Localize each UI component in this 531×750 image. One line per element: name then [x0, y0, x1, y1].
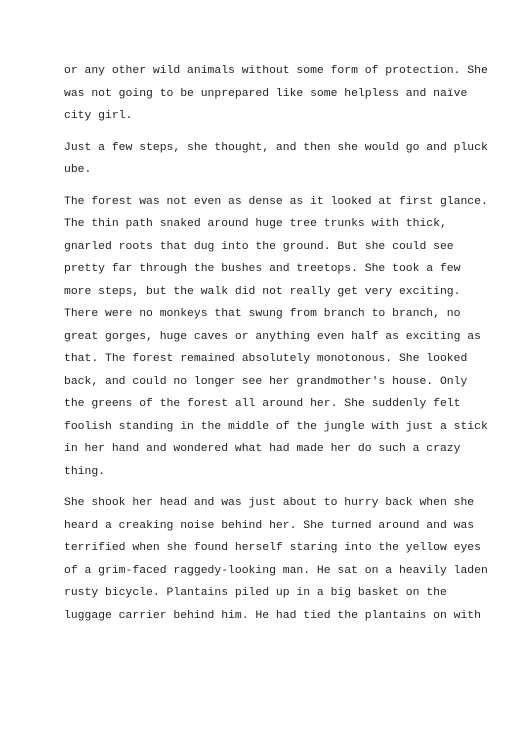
text-line: Just a few steps, she thought, and then she would go and pluck: [64, 141, 488, 154]
text-line: thing.: [64, 465, 106, 478]
document-body: [64, 60, 488, 636]
text-line: the greens of the forest all around her. She suddenly felt: [64, 398, 461, 410]
text-line: terrified when she found herself staring into the yellow eyes: [64, 542, 481, 554]
text-line: rusty bicycle. Plantains piled up in a big basket on the: [64, 587, 447, 599]
text-line: great gorges, huge caves or anything even half as exciting as: [64, 330, 481, 343]
text-line: more steps, but the walk did not really get very exciting.: [64, 285, 461, 298]
text-line: or any other wild animals without some form of protection. She: [64, 65, 488, 77]
text-line: ube.: [64, 164, 92, 176]
text-line: back, and could no longer see her grandmother's house. Only: [64, 375, 468, 388]
text-line: heard a creaking noise behind her. She turned around and was: [64, 519, 475, 532]
text-line: luggage carrier behind him. He had tied the plantains on with: [64, 609, 481, 622]
text-line: The forest was not even as dense as it looked at first glance.: [64, 195, 488, 208]
paragraph-1: [64, 60, 488, 128]
text-line: that. The forest remained absolutely monotonous. She looked: [64, 353, 468, 365]
text-line: The thin path snaked around huge tree trunks with thick,: [64, 218, 447, 230]
text-line: was not going to be unprepared like some helpless and naïve: [64, 87, 468, 100]
text-line: gnarled roots that dug into the ground. But she could see: [64, 240, 454, 253]
paragraph-4: [64, 492, 488, 627]
text-line: in her hand and wondered what had made her do such a crazy: [64, 443, 461, 455]
text-line: pretty far through the bushes and treetops. She took a few: [64, 263, 461, 275]
text-line: of a grim-faced raggedy-looking man. He sat on a heavily laden: [64, 564, 488, 577]
text-line: foolish standing in the middle of the jungle with just a stick: [64, 420, 488, 433]
paragraph-3: [64, 191, 488, 484]
text-line: There were no monkeys that swung from branch to branch, no: [64, 308, 461, 320]
text-line: She shook her head and was just about to hurry back when she: [64, 497, 475, 509]
paragraph-2: [64, 137, 488, 182]
text-line: city girl.: [64, 110, 133, 122]
